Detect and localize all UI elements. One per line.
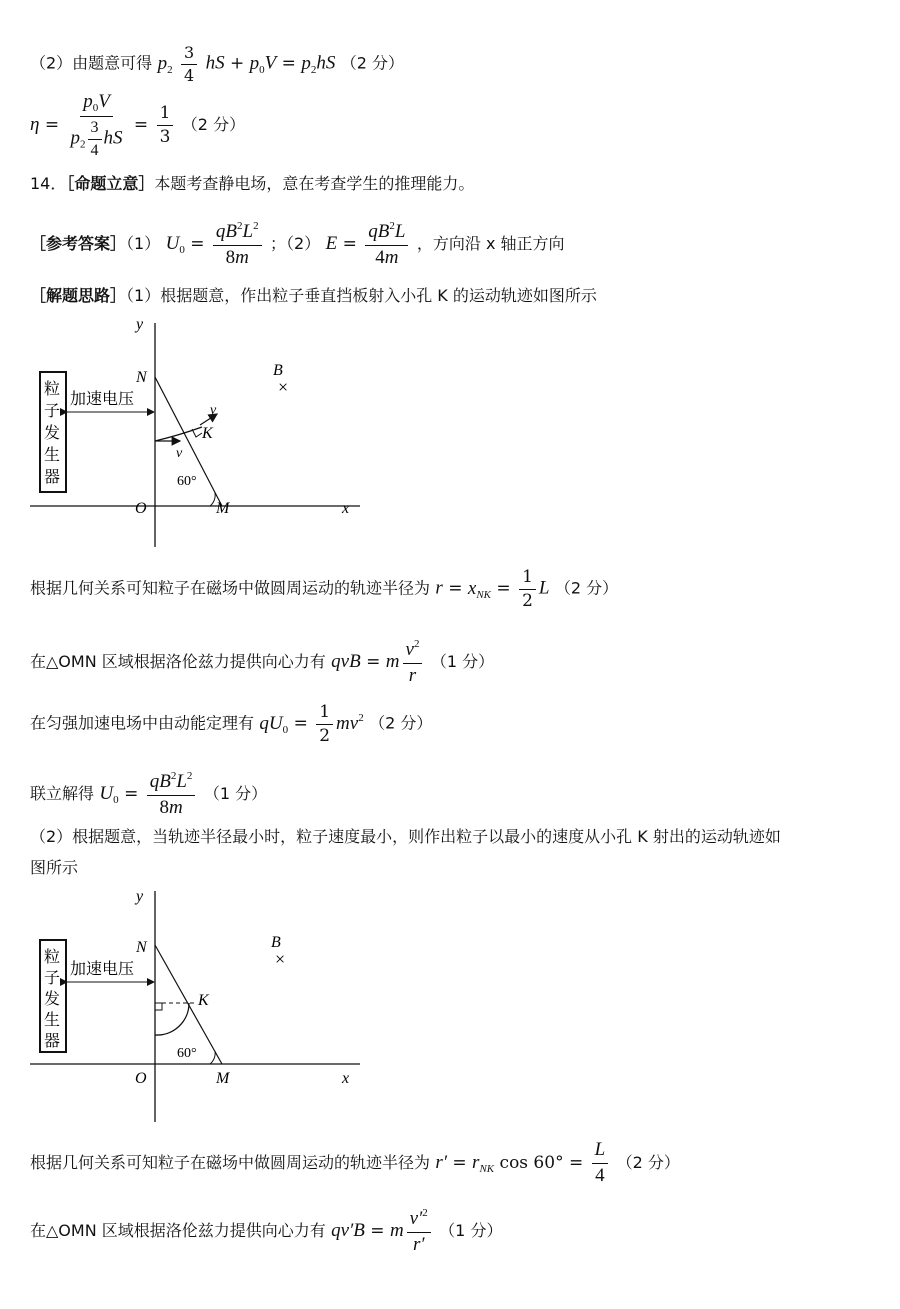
y-axis-label: y [136,888,144,905]
lorentz-step-line: 在△OMN 区域根据洛伦兹力提供向心力有 qvB = m $\frac{v^2}{r}$ （1 分） [30,638,495,686]
three-quarters-fraction: $\frac{3}{4}$ [181,44,197,84]
svg-text:生: 生 [44,447,61,464]
svg-text:子: 子 [44,970,61,987]
p2-rhs: $p_2$ [301,52,317,76]
origin-label: O [135,1070,147,1087]
radius-step-line: 根据几何关系可知粒子在磁场中做圆周运动的轨迹半径为 $r = x_{NK}$ = $\frac{1}{2}$ L （2 分） [30,567,619,611]
svg-text:子: 子 [44,403,61,420]
x-axis-label: x [342,500,350,517]
field-cross-mark: × [275,949,286,969]
score-label: （2 分） [181,115,246,135]
voltage-label: 加速电压 [70,961,135,978]
svg-text:器: 器 [44,469,61,486]
intent-tag: ［命题立意］ [66,174,155,193]
intent-text: 本题考查静电场，意在考查学生的推理能力。 [154,174,475,193]
one-third-fraction: $\frac{1}{3}$ [157,104,174,146]
p2-symbol: $p_2$ [157,52,173,76]
eta-equation-line: η = $p_0V$ $p_2$ $\frac{3}{4}$ hS = $\frac{1}{3}$ （2 分） [30,91,246,159]
origin-label: O [135,500,147,517]
svg-text:粒: 粒 [44,949,61,966]
equals-sign: = [281,53,296,74]
solve-step-line: 联立解得 $U_0$ = $\frac{qB^2L^2}{8m}$ （1 分） [30,770,268,818]
trajectory-arc [155,1003,189,1035]
rhs-hs: hS [316,52,336,74]
svg-text:发: 发 [44,425,61,442]
point-k-label: K [198,992,209,1009]
point-m-label: M [216,1070,230,1087]
part2-label: （2）由题意可得 [30,53,153,73]
x-axis-label: x [342,1070,350,1087]
eta-symbol: η [30,114,40,136]
idea-text: （1）根据题意，作出粒子垂直挡板射入小孔 K 的运动轨迹如图所示 [126,286,597,305]
voltage-label: 加速电压 [70,391,135,408]
svg-text:发: 发 [44,991,61,1008]
solution-idea-line [30,288,597,305]
v-term: V [264,52,277,74]
direction-text: ，方向沿 x 轴正方向 [416,233,565,253]
svg-text:生: 生 [44,1012,61,1029]
answer-tag: ［参考答案］ [30,233,127,253]
energy-step-line: 在匀强加速电场中由动能定理有 $qU_0$ = $\frac{1}{2}$ $mv^2$ （2 分） [30,702,433,746]
y-axis-label: y [136,316,144,333]
trajectory-figure-1 [30,315,370,550]
field-b-label: B [271,934,281,951]
e-fraction: $\frac{qB^2L}{4m}$ [365,220,408,269]
point-n-label: N [136,939,147,956]
hs-term: hS [205,52,225,74]
plus-sign: + [230,53,245,74]
lorentz-step-2-line: 在△OMN 区域根据洛伦兹力提供向心力有 qv′B = m $\frac{v'^2}{r'}$ （1 分） [30,1207,503,1255]
svg-text:器: 器 [44,1033,61,1050]
radius-step-2-line: 根据几何关系可知粒子在磁场中做圆周运动的轨迹半径为 $r' = r_{NK}$ cos 60° = $\frac{L}{4}$ （2 分） [30,1139,680,1186]
part2-intro-line-1: （2）根据题意，当轨迹半径最小时，粒子速度最小，则作出粒子以最小的速度从小孔 K 射出的运动轨迹如 [30,827,781,846]
velocity-label-exit: v [210,403,217,418]
point-m-label: M [216,500,230,517]
reference-answer-line: ［参考答案］（1） $U_0$ = $\frac{qB^2L^2}{8m}$ ；（2） E = $\frac{qB^2L}{4m}$ ，方向沿 x 轴正方向 [30,220,565,268]
part2-equation-line [30,44,404,84]
angle-label: 60° [177,1046,197,1061]
e-symbol: E [325,232,338,254]
generator-label [44,948,60,1050]
point-k-label: K [202,425,213,442]
trajectory-figure-2 [30,885,370,1125]
field-cross-mark: × [278,377,289,397]
angle-label: 60° [177,474,197,489]
score-label: （2 分） [340,53,405,73]
svg-text:粒: 粒 [44,381,61,398]
field-b-label: B [273,362,283,379]
question-number: 14． [30,174,67,193]
eta-fraction: $p_0V$ $p_2$ $\frac{3}{4}$ hS [70,91,123,159]
idea-tag: ［解题思路］ [30,286,127,305]
velocity-label-entry: v [176,446,183,461]
u0-fraction: $\frac{qB^2L^2}{8m}$ [213,220,262,269]
u0-symbol: $U_0$ [165,232,185,256]
part2-intro-line-2: 图所示 [30,858,79,877]
p0-symbol: $p_0$ [249,52,265,76]
q14-intent-line [30,176,474,193]
right-angle-mark [155,1003,162,1010]
point-n-label: N [136,369,147,386]
generator-label [44,380,60,486]
